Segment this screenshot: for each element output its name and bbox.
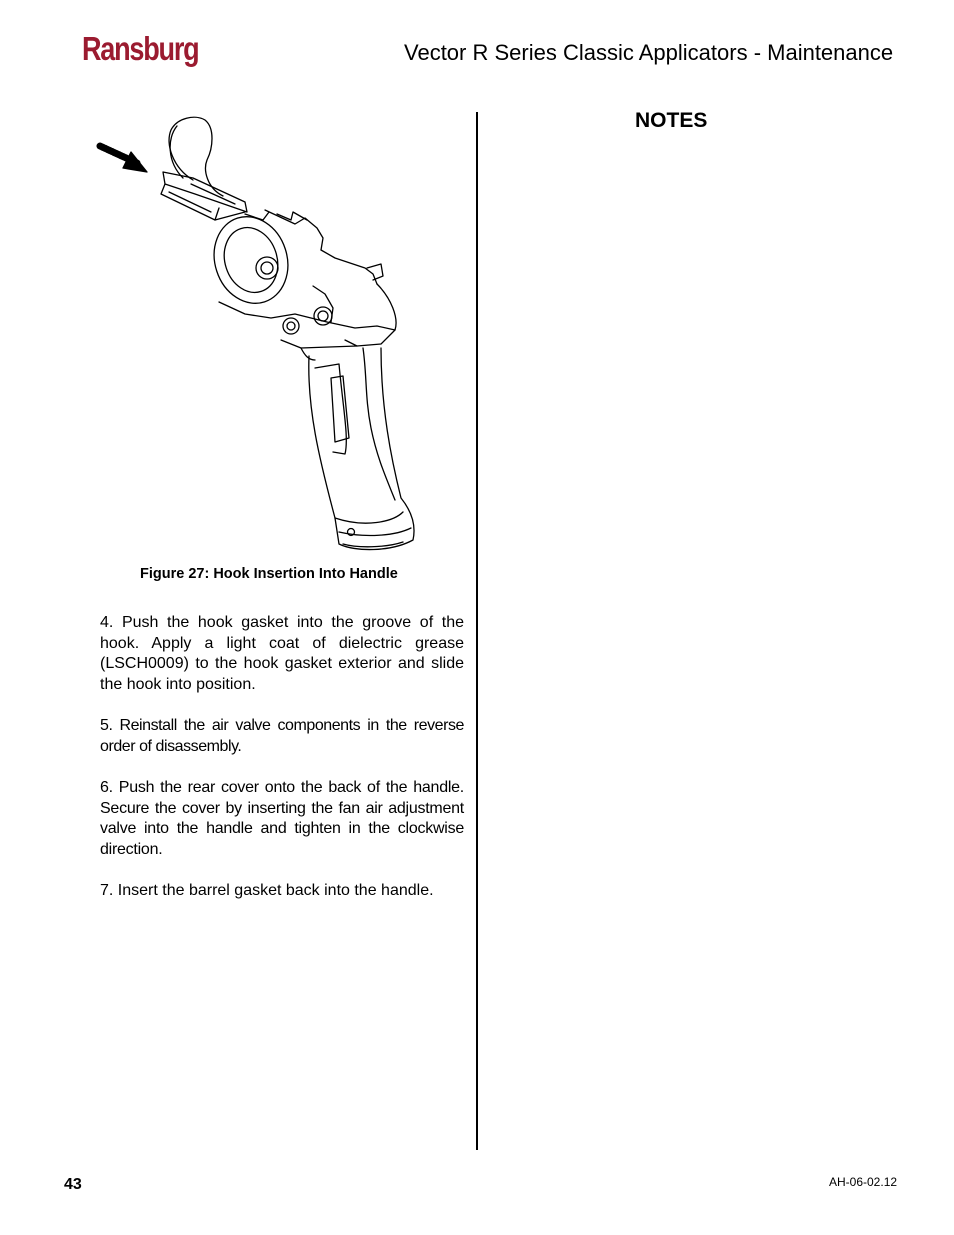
hook-insertion-figure — [95, 108, 425, 558]
document-title: Vector R Series Classic Applicators - Maintenance — [404, 40, 894, 65]
insertion-arrow-icon — [100, 146, 147, 172]
document-code: AH-06-02.12 — [829, 1175, 898, 1189]
notes-heading: NOTES — [635, 109, 708, 132]
hook-part — [161, 117, 247, 220]
figure-caption: Figure 27: Hook Insertion Into Handle — [140, 566, 398, 582]
brand-logo: Ransburg — [82, 30, 199, 67]
handle-body — [203, 207, 414, 550]
column-divider — [476, 112, 478, 1150]
step-7-paragraph: 7. Insert the barrel gasket back into the handle. — [100, 882, 434, 899]
step-6-paragraph: 6. Push the rear cover onto the back of the handle. Secure the cover by inserting the fan air adjustment valve into the handle and tighten in the clockwise direction. — [100, 779, 464, 859]
page-number: 43 — [64, 1176, 82, 1193]
step-5-paragraph: 5. Reinstall the air valve components in the reverse order of disassembly. — [100, 717, 464, 755]
step-4-paragraph: 4. Push the hook gasket into the groove of the hook. Apply a light coat of dielectric grease (LSCH0009) to the hook gasket exterior and slide the hook into position. — [100, 614, 464, 694]
